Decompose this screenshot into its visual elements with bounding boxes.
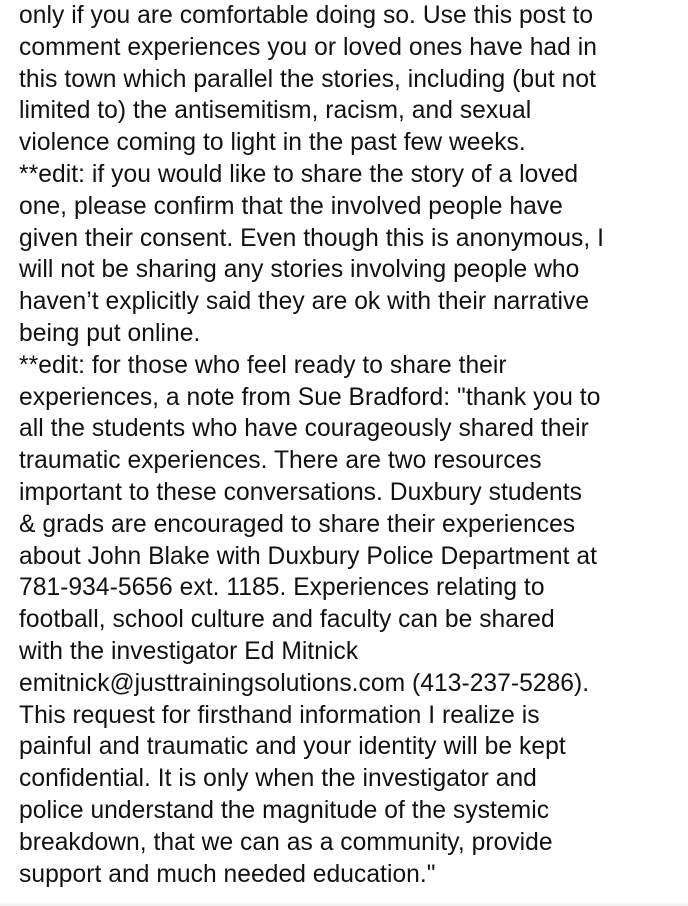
- post-text-line: only if you are comfortable doing so. Use this post to: [19, 2, 594, 29]
- post-edit-2-line: football, school culture and faculty can be shared: [19, 606, 555, 634]
- post-text-line: comment experiences you or loved ones have had in: [19, 33, 598, 61]
- post-edit-2-line: confidential. It is only when the investigator and: [19, 765, 537, 793]
- post-edit-2-line: about John Blake with Duxbury Police Department at: [19, 542, 598, 570]
- post-edit-1-line: one, please confirm that the involved people have: [19, 192, 563, 220]
- post-edit-2-line: breakdown, that we can as a community, provide: [19, 828, 553, 856]
- post-edit-1-line: being put online.: [19, 319, 201, 347]
- post-body-text: [19, 0, 688, 890]
- post-edit-1-line: will not be sharing any stories involving people who: [19, 256, 580, 284]
- post-edit-2-line: all the students who have courageously shared their: [19, 415, 589, 443]
- post-text-line: limited to) the antisemitism, racism, and sexual: [19, 97, 532, 125]
- post-text-line: violence coming to light in the past few weeks.: [19, 129, 526, 157]
- bottom-divider: [0, 902, 688, 906]
- post-edit-2-line: traumatic experiences. There are two resources: [19, 447, 542, 475]
- post-text-line: this town which parallel the stories, including (but not: [19, 65, 596, 93]
- post-edit-2-line: 781-934-5656 ext. 1185. Experiences relating to: [19, 574, 545, 602]
- post-edit-2-line: with the investigator Ed Mitnick: [19, 637, 359, 665]
- post-edit-2-line: painful and traumatic and your identity will be kept: [19, 733, 566, 761]
- post-edit-1-line: **edit: if you would like to share the story of a loved: [19, 160, 579, 188]
- post-edit-2-line: & grads are encouraged to share their experiences: [19, 510, 576, 538]
- post-edit-2-line: experiences, a note from Sue Bradford: "thank you to: [19, 383, 601, 411]
- post-edit-2-line: support and much needed education.": [19, 860, 436, 888]
- post-edit-1-line: given their consent. Even though this is anonymous, I: [19, 224, 605, 252]
- post-edit-2-line: **edit: for those who feel ready to share their: [19, 351, 507, 379]
- post-edit-2-line: This request for firsthand information I realize is: [19, 701, 540, 729]
- post-edit-1-line: haven’t explicitly said they are ok with their narrative: [19, 288, 590, 316]
- post-email-line: emitnick@justtrainingsolutions.com (413-237-5286).: [19, 669, 590, 697]
- post-edit-2-line: police understand the magnitude of the systemic: [19, 796, 550, 824]
- post-edit-2-line: important to these conversations. Duxbury students: [19, 478, 582, 506]
